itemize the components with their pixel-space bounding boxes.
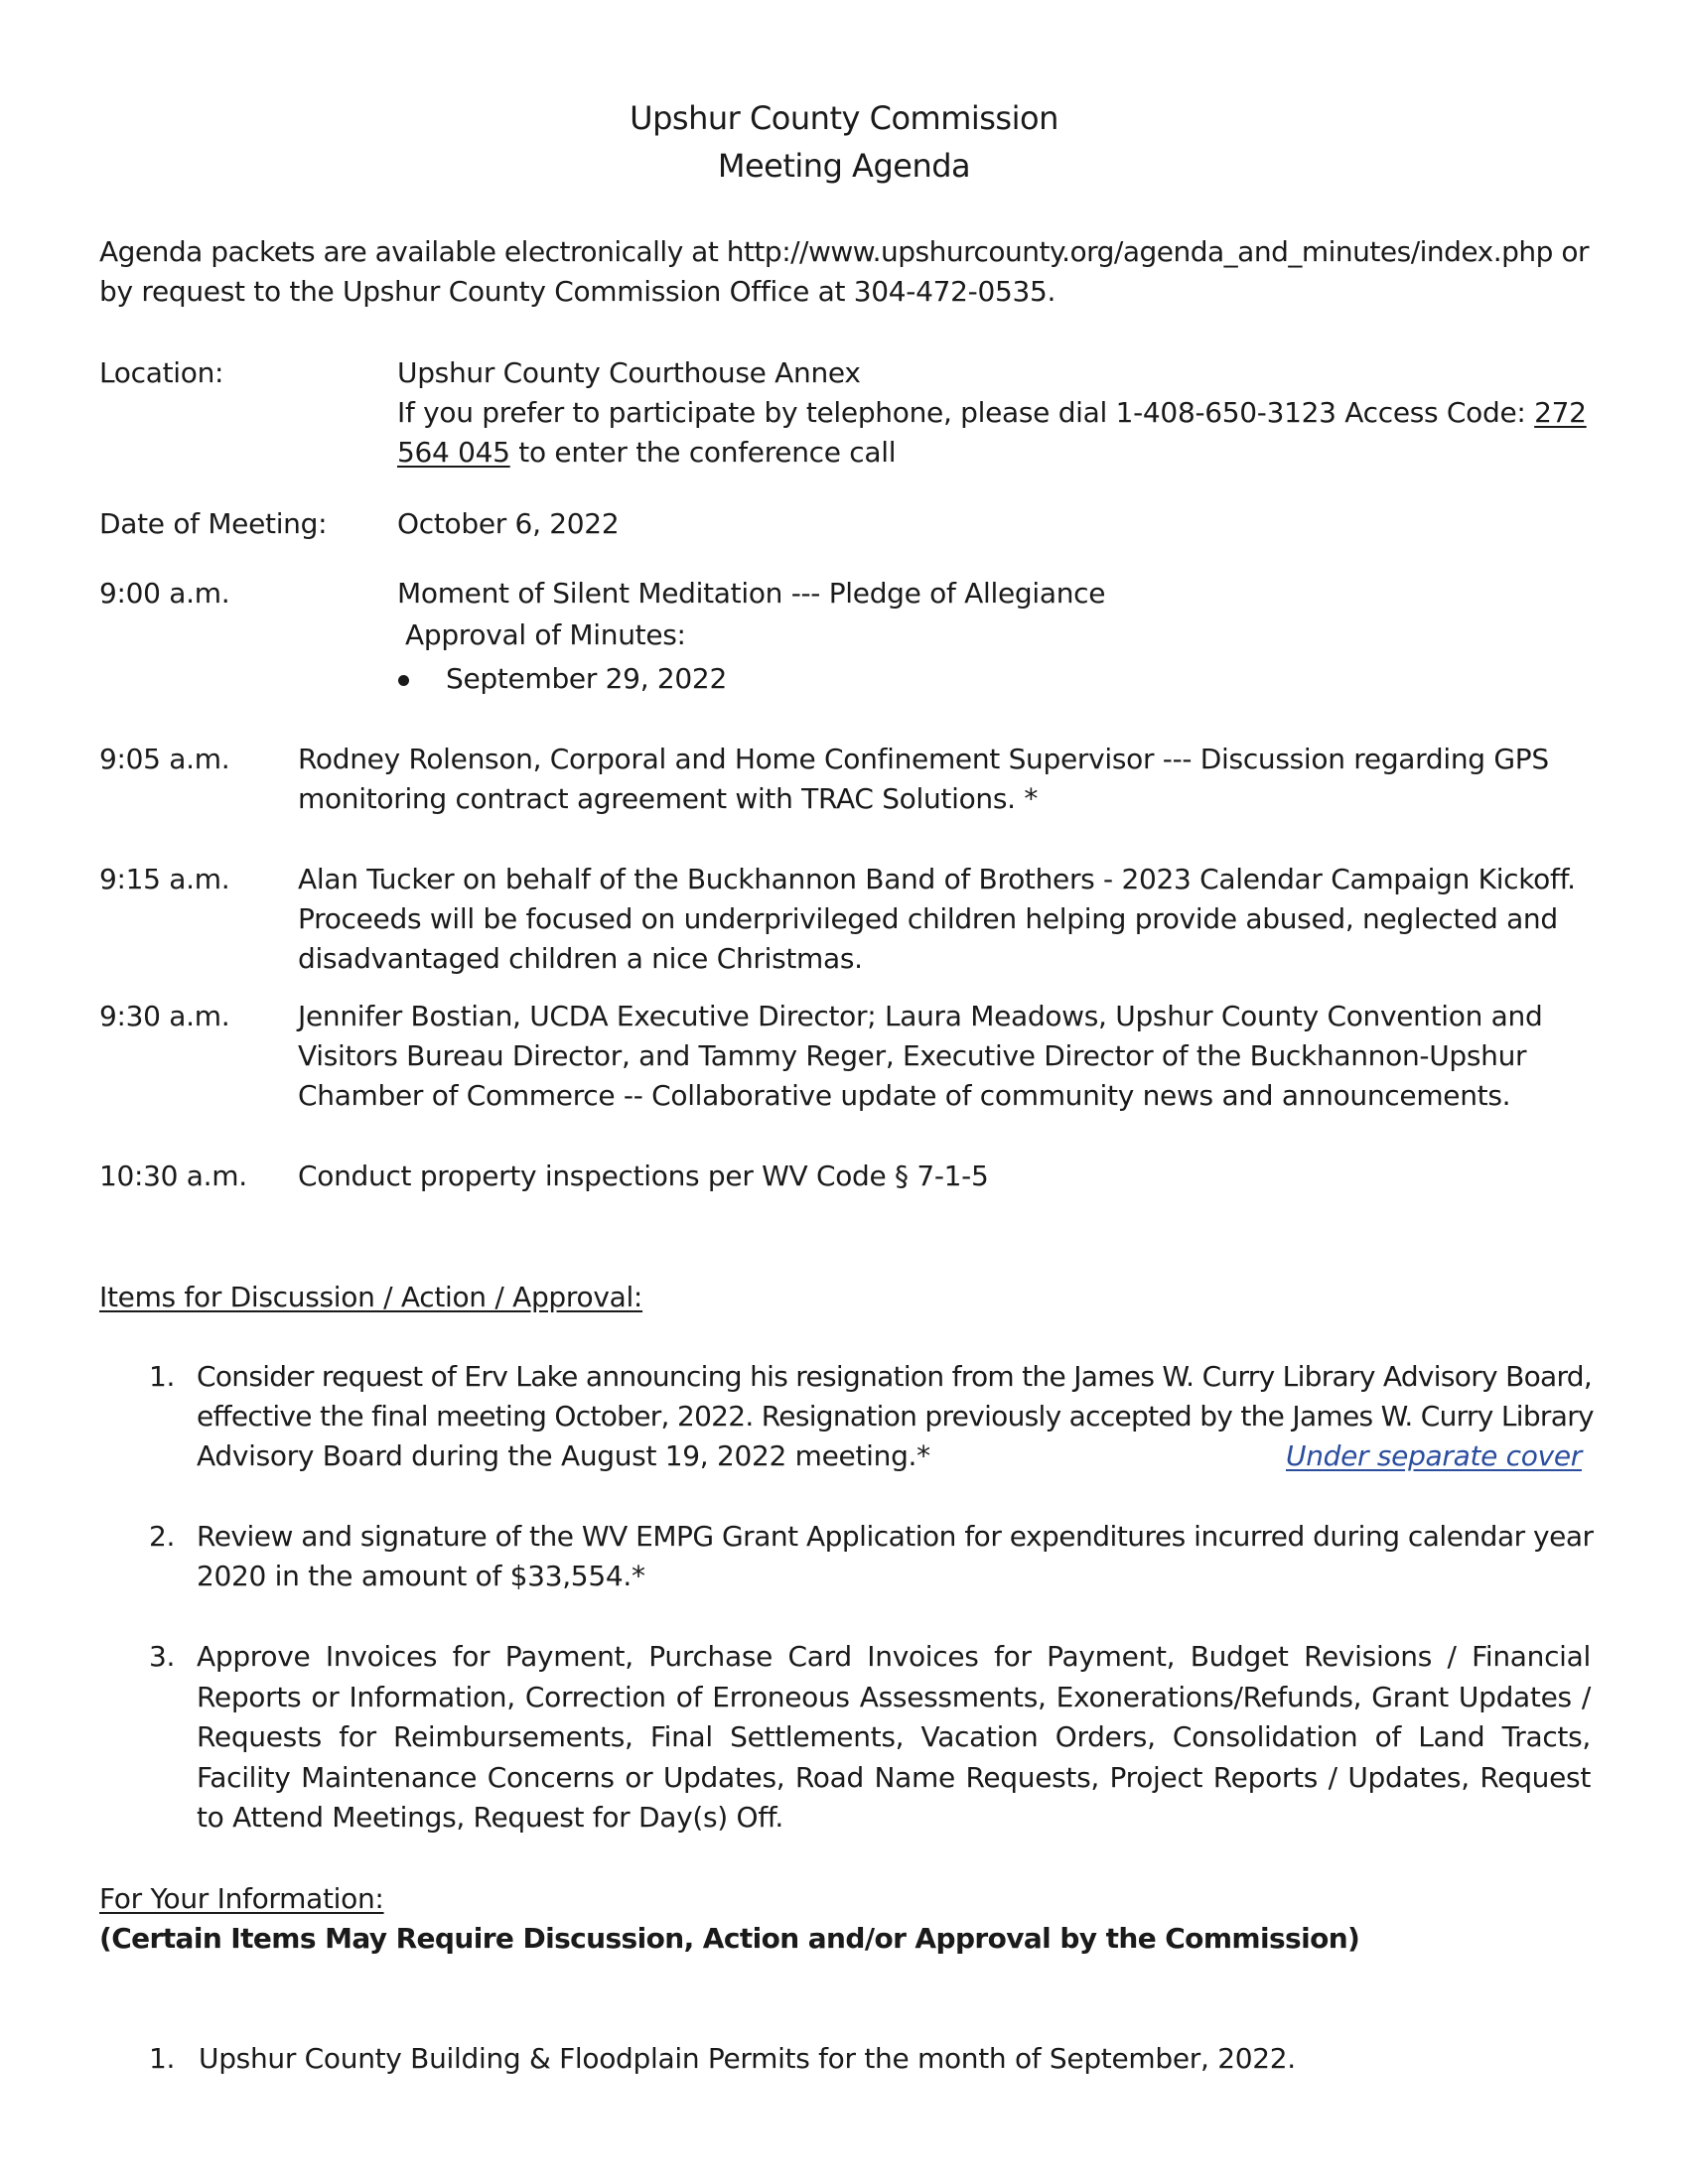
approval-of-minutes: Approval of Minutes: (405, 618, 686, 651)
schedule-line: Alan Tucker on behalf of the Buckhannon Band of Brothers - 2023 Calendar Campaign Kickoff. (298, 863, 1576, 895)
page-subtitle: Meeting Agenda (717, 147, 971, 185)
phone-instructions-cont: 564 045 to enter the conference call (397, 436, 897, 469)
item-number: 3. (149, 1640, 176, 1673)
bullet-icon (398, 675, 409, 686)
item-number: 1. (149, 2042, 176, 2075)
discussion-heading: Items for Discussion / Action / Approval: (99, 1281, 643, 1313)
opening-time: 9:00 a.m. (99, 577, 230, 610)
minutes-date: September 29, 2022 (446, 662, 727, 695)
location-name: Upshur County Courthouse Annex (397, 356, 861, 389)
item-line: Advisory Board during the August 19, 2022 meeting.* (197, 1439, 930, 1472)
item-text: Approve Invoices for Payment, Purchase Card Invoices for Payment, Budget Revisions / Financial Reports or Information, Correction of Erroneous Assessments, Exonerations/Refunds, Grant Updates / Requests for Reimbursements, Final Settlements, Vacation Orders, Consolidation of Land Tracts, Facility Maintenance Concerns or Updates, Road Name Requests, Project Reports / Updates, Request to Attend Meetings, Request for Day(s) Off. (197, 1640, 1591, 1834)
item-line: 2020 in the amount of $33,554.* (197, 1560, 645, 1592)
item-line: Review and signature of the WV EMPG Grant Application for expenditures incurred during calendar year (197, 1520, 1594, 1553)
schedule-line: Rodney Rolenson, Corporal and Home Confinement Supervisor --- Discussion regarding GPS (298, 743, 1549, 775)
location-label: Location: (99, 356, 224, 389)
under-separate-cover-link[interactable]: Under separate cover (1286, 1439, 1583, 1472)
schedule-line: Conduct property inspections per WV Code § 7-1-5 (298, 1160, 989, 1192)
intro-line-2: by request to the Upshur County Commission Office at 304-472-0535. (99, 275, 1056, 308)
date-value: October 6, 2022 (397, 507, 620, 540)
item-number: 1. (149, 1360, 176, 1393)
access-code-part-2: 564 045 (397, 436, 510, 469)
item-line: effective the final meeting October, 2022. Resignation previously accepted by the James W. Curry Library (197, 1400, 1594, 1433)
schedule-time: 10:30 a.m. (99, 1160, 247, 1192)
page-title: Upshur County Commission (630, 99, 1058, 137)
schedule-time: 9:30 a.m. (99, 1000, 230, 1032)
access-code-part-1: 272 (1534, 396, 1587, 429)
phone-instructions: If you prefer to participate by telephone, please dial 1-408-650-3123 Access Code: 272 (397, 396, 1587, 429)
schedule-line: Chamber of Commerce -- Collaborative update of community news and announcements. (298, 1079, 1511, 1112)
schedule-line: disadvantaged children a nice Christmas. (298, 942, 863, 975)
item-text: Upshur County Building & Floodplain Permits for the month of September, 2022. (199, 2042, 1296, 2075)
fyi-heading: For Your Information: (99, 1882, 384, 1915)
schedule-line: Jennifer Bostian, UCDA Executive Director; Laura Meadows, Upshur County Convention and (298, 1000, 1543, 1032)
schedule-time: 9:05 a.m. (99, 743, 230, 775)
schedule-line: monitoring contract agreement with TRAC Solutions. * (298, 782, 1039, 815)
date-label: Date of Meeting: (99, 507, 328, 540)
schedule-time: 9:15 a.m. (99, 863, 230, 895)
intro-line-1: Agenda packets are available electronically at http://www.upshurcounty.org/agenda_and_minutes/index.php or (99, 235, 1589, 268)
schedule-line: Proceeds will be focused on underprivileged children helping provide abused, neglected and (298, 902, 1558, 935)
schedule-line: Visitors Bureau Director, and Tammy Reger, Executive Director of the Buckhannon-Upshur (298, 1039, 1527, 1072)
item-line: Consider request of Erv Lake announcing his resignation from the James W. Curry Library Advisory Board, (197, 1360, 1593, 1393)
item-number: 2. (149, 1520, 176, 1553)
opening-line-1: Moment of Silent Meditation --- Pledge of Allegiance (397, 577, 1106, 610)
fyi-subheading: (Certain Items May Require Discussion, Action and/or Approval by the Commission) (99, 1922, 1360, 1955)
